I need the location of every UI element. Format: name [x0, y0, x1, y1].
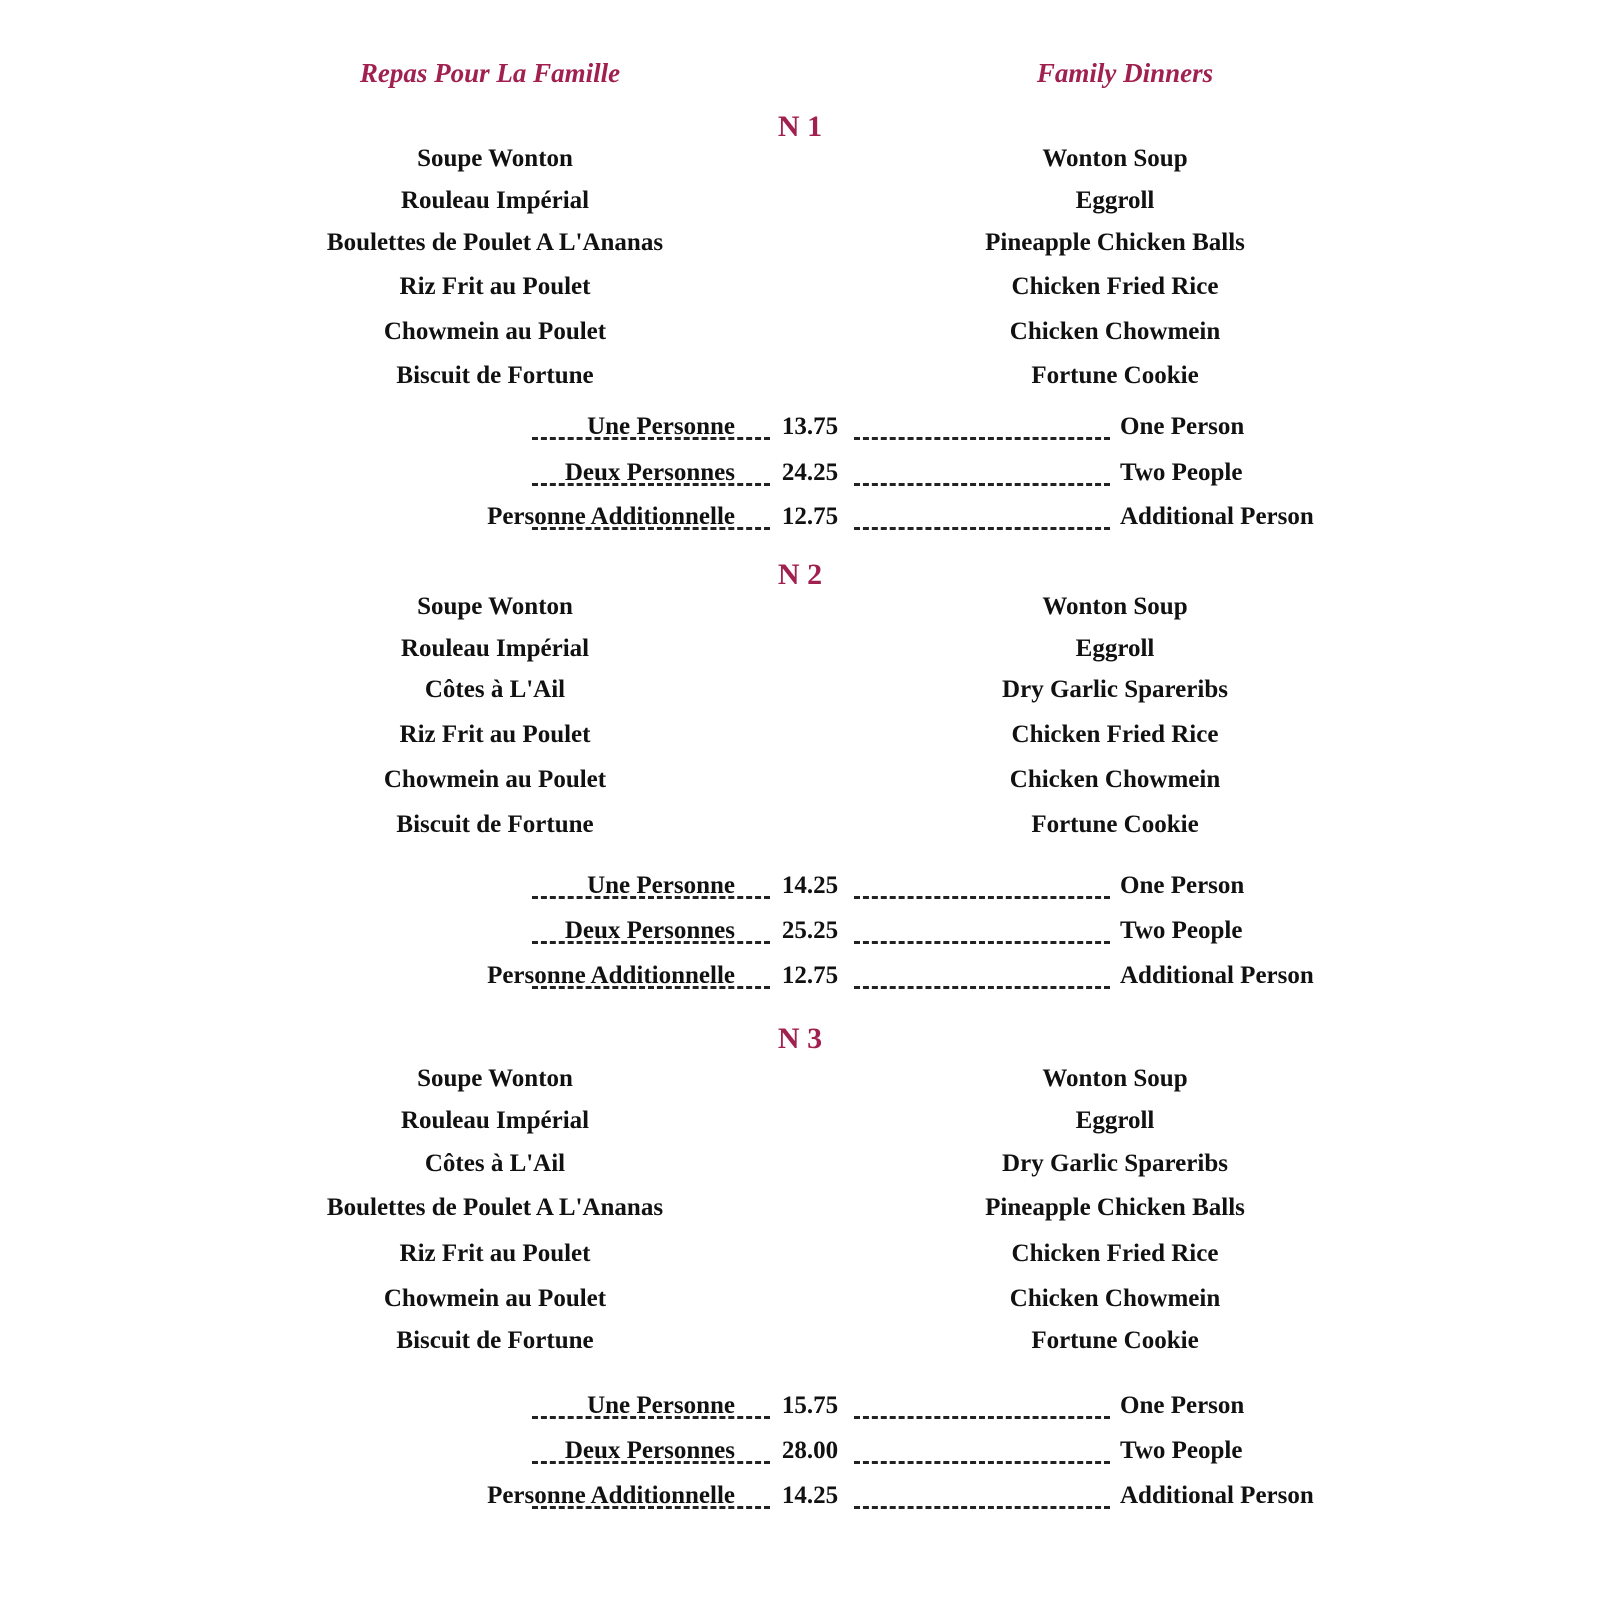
dotted-leader — [532, 483, 770, 486]
price-label-english: One Person — [1120, 413, 1245, 440]
dish-french: Côtes à L'Ail — [424, 1150, 566, 1177]
price-label-english: One Person — [1120, 1392, 1245, 1419]
section-title: N 2 — [777, 558, 823, 591]
price-row — [250, 503, 1350, 537]
dish-french: Biscuit de Fortune — [396, 1327, 594, 1354]
dish-english: Wonton Soup — [1042, 1065, 1188, 1092]
dish-english: Chicken Fried Rice — [1011, 1240, 1219, 1267]
header-english: Family Dinners — [1036, 58, 1214, 88]
dish-english: Wonton Soup — [1042, 593, 1188, 620]
dish-french: Rouleau Impérial — [400, 1107, 590, 1134]
dish-french: Soupe Wonton — [417, 1065, 573, 1092]
price-label-french: Personne Additionnelle — [487, 1482, 735, 1509]
price-amount: 24.25 — [781, 459, 839, 486]
dish-english: Fortune Cookie — [1031, 362, 1199, 389]
dotted-leader — [532, 1461, 770, 1464]
dotted-leader — [854, 1506, 1110, 1509]
dish-french: Riz Frit au Poulet — [399, 721, 591, 748]
price-label-english: One Person — [1120, 872, 1245, 899]
dotted-leader — [854, 437, 1110, 440]
dish-english: Fortune Cookie — [1031, 811, 1199, 838]
price-amount: 12.75 — [781, 962, 839, 989]
dotted-leader — [854, 896, 1110, 899]
dish-english: Eggroll — [1075, 635, 1155, 662]
price-amount: 25.25 — [781, 917, 839, 944]
dish-french: Rouleau Impérial — [400, 635, 590, 662]
dish-french: Chowmein au Poulet — [383, 1285, 607, 1312]
dotted-leader — [854, 483, 1110, 486]
dish-french: Chowmein au Poulet — [383, 766, 607, 793]
dish-french: Biscuit de Fortune — [396, 811, 594, 838]
dotted-leader — [532, 896, 770, 899]
price-amount: 13.75 — [781, 413, 839, 440]
price-label-french: Une Personne — [587, 1392, 735, 1419]
dish-english: Chicken Chowmein — [1009, 1285, 1221, 1312]
price-label-french: Une Personne — [587, 413, 735, 440]
price-amount: 15.75 — [781, 1392, 839, 1419]
price-label-english: Additional Person — [1120, 503, 1314, 530]
dish-french: Riz Frit au Poulet — [399, 1240, 591, 1267]
price-label-english: Two People — [1120, 459, 1243, 486]
dish-english: Wonton Soup — [1042, 145, 1188, 172]
price-label-french: Deux Personnes — [564, 1437, 735, 1464]
dotted-leader — [854, 1461, 1110, 1464]
price-label-french: Personne Additionnelle — [487, 962, 735, 989]
dotted-leader — [532, 527, 770, 530]
dotted-leader — [854, 1416, 1110, 1419]
price-label-french: Deux Personnes — [564, 459, 735, 486]
dish-french: Boulettes de Poulet A L'Ananas — [326, 1194, 664, 1221]
price-label-english: Additional Person — [1120, 1482, 1314, 1509]
dish-english: Fortune Cookie — [1031, 1327, 1199, 1354]
price-row — [250, 872, 1350, 906]
dish-french: Boulettes de Poulet A L'Ananas — [326, 229, 664, 256]
price-row — [250, 1392, 1350, 1426]
price-label-english: Two People — [1120, 1437, 1243, 1464]
dotted-leader — [854, 527, 1110, 530]
price-row — [250, 1437, 1350, 1471]
dish-english: Dry Garlic Spareribs — [1002, 1150, 1228, 1177]
price-label-english: Two People — [1120, 917, 1243, 944]
price-row — [250, 1482, 1350, 1516]
section-title: N 3 — [777, 1022, 823, 1055]
dish-english: Chicken Chowmein — [1009, 318, 1221, 345]
dish-english: Dry Garlic Spareribs — [1002, 676, 1228, 703]
price-amount: 28.00 — [781, 1437, 839, 1464]
dish-french: Rouleau Impérial — [400, 187, 590, 214]
dish-english: Pineapple Chicken Balls — [985, 229, 1245, 256]
dish-english: Chicken Fried Rice — [1011, 273, 1219, 300]
dish-english: Eggroll — [1075, 187, 1155, 214]
dish-french: Biscuit de Fortune — [396, 362, 594, 389]
dish-french: Soupe Wonton — [417, 145, 573, 172]
dotted-leader — [532, 941, 770, 944]
dotted-leader — [532, 437, 770, 440]
price-row — [250, 917, 1350, 951]
price-row — [250, 459, 1350, 493]
price-amount: 14.25 — [781, 1482, 839, 1509]
dish-english: Pineapple Chicken Balls — [985, 1194, 1245, 1221]
dish-french: Soupe Wonton — [417, 593, 573, 620]
dish-french: Riz Frit au Poulet — [399, 273, 591, 300]
price-label-english: Additional Person — [1120, 962, 1314, 989]
dish-english: Eggroll — [1075, 1107, 1155, 1134]
price-label-french: Deux Personnes — [564, 917, 735, 944]
dish-english: Chicken Chowmein — [1009, 766, 1221, 793]
dish-english: Chicken Fried Rice — [1011, 721, 1219, 748]
dish-french: Chowmein au Poulet — [383, 318, 607, 345]
price-amount: 14.25 — [781, 872, 839, 899]
dotted-leader — [532, 1506, 770, 1509]
price-row — [250, 962, 1350, 996]
header-french: Repas Pour La Famille — [359, 58, 621, 88]
dotted-leader — [532, 1416, 770, 1419]
price-label-french: Personne Additionnelle — [487, 503, 735, 530]
dotted-leader — [854, 986, 1110, 989]
price-row — [250, 413, 1350, 447]
section-title: N 1 — [777, 110, 823, 143]
dotted-leader — [532, 986, 770, 989]
price-label-french: Une Personne — [587, 872, 735, 899]
dish-french: Côtes à L'Ail — [424, 676, 566, 703]
dotted-leader — [854, 941, 1110, 944]
price-amount: 12.75 — [781, 503, 839, 530]
